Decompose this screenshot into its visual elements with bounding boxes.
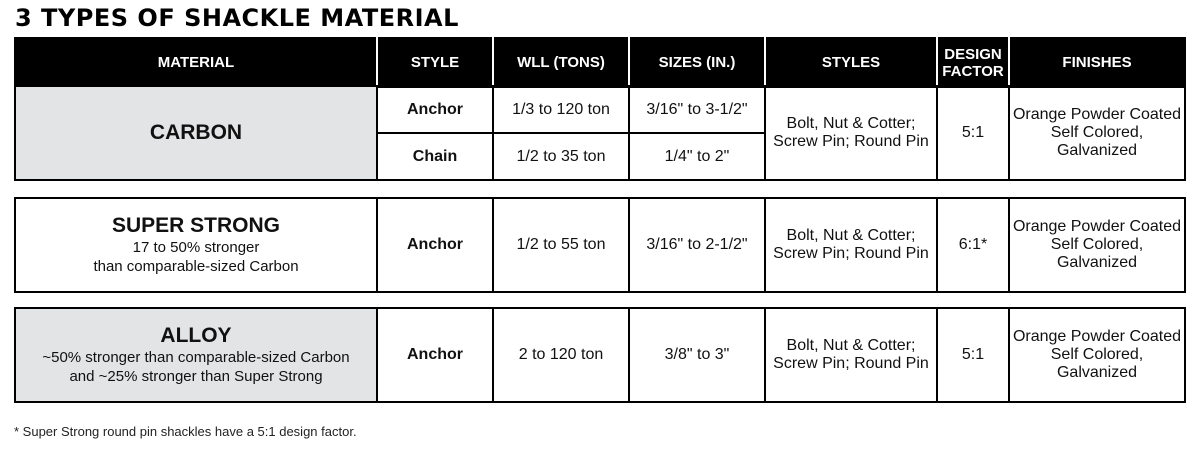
- header-style: STYLE: [377, 38, 493, 87]
- material-alloy: ALLOY ~50% stronger than comparable-sized Carbon and ~25% stronger than Super Strong: [15, 308, 377, 402]
- material-carbon: CARBON: [15, 86, 377, 180]
- header-sizes: SIZES (IN.): [629, 38, 765, 87]
- design-factor-cell: 6:1*: [937, 198, 1009, 292]
- style-cell: Anchor: [377, 308, 493, 402]
- wll-cell: 1/2 to 35 ton: [493, 133, 629, 180]
- wll-cell: 2 to 120 ton: [493, 308, 629, 402]
- header-wll: WLL (TONS): [493, 38, 629, 87]
- styles-cell: Bolt, Nut & Cotter; Screw Pin; Round Pin: [765, 198, 937, 292]
- design-factor-cell: 5:1: [937, 308, 1009, 402]
- footnote: * Super Strong round pin shackles have a 5:1 design factor.: [14, 424, 357, 439]
- header-finishes: FINISHES: [1009, 38, 1185, 87]
- styles-cell: Bolt, Nut & Cotter; Screw Pin; Round Pin: [765, 86, 937, 180]
- alloy-table: [14, 307, 1186, 403]
- wll-cell: 1/2 to 55 ton: [493, 198, 629, 292]
- material-super-strong: SUPER STRONG 17 to 50% stronger than comparable-sized Carbon: [15, 198, 377, 292]
- sizes-cell: 3/8" to 3": [629, 308, 765, 402]
- style-cell: Anchor: [377, 86, 493, 133]
- sizes-cell: 3/16" to 3-1/2": [629, 86, 765, 133]
- wll-cell: 1/3 to 120 ton: [493, 86, 629, 133]
- styles-cell: Bolt, Nut & Cotter; Screw Pin; Round Pin: [765, 308, 937, 402]
- super-strong-table: [14, 197, 1186, 293]
- finishes-cell: Orange Powder Coated Self Colored, Galvanized: [1009, 198, 1185, 292]
- sizes-cell: 1/4" to 2": [629, 133, 765, 180]
- table-header: [14, 37, 1186, 88]
- design-factor-cell: 5:1: [937, 86, 1009, 180]
- finishes-cell: Orange Powder Coated Self Colored, Galvanized: [1009, 86, 1185, 180]
- style-cell: Chain: [377, 133, 493, 180]
- carbon-table: [14, 85, 1186, 181]
- header-design-factor: DESIGN FACTOR: [937, 38, 1009, 87]
- header-material: MATERIAL: [15, 38, 377, 87]
- style-cell: Anchor: [377, 198, 493, 292]
- sizes-cell: 3/16" to 2-1/2": [629, 198, 765, 292]
- finishes-cell: Orange Powder Coated Self Colored, Galvanized: [1009, 308, 1185, 402]
- page-title: 3 TYPES OF SHACKLE MATERIAL: [15, 4, 459, 32]
- header-styles: STYLES: [765, 38, 937, 87]
